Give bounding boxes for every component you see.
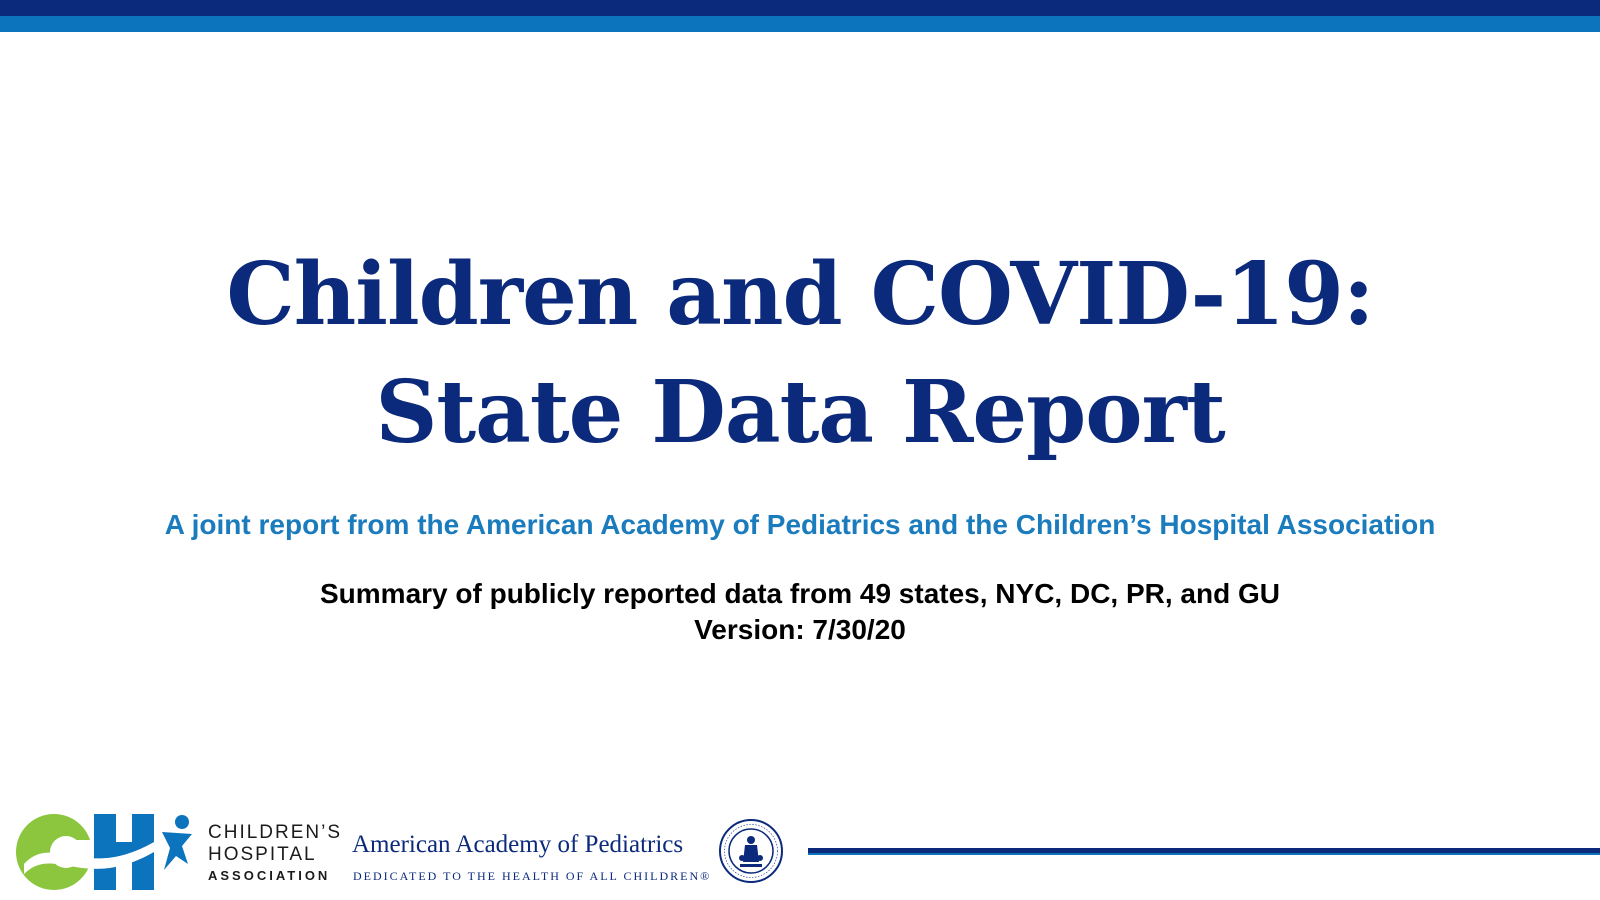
cha-line-2: HOSPITAL <box>208 844 317 865</box>
slide-title <box>0 236 1600 472</box>
aap-seal-icon <box>718 818 784 884</box>
top-banner-light <box>0 16 1600 32</box>
slide-subtitle: A joint report from the American Academy of Pediatrics and the Children’s Hospital Association <box>164 509 1436 540</box>
footer-rule-accent <box>808 853 1600 855</box>
summary-block <box>0 576 1600 648</box>
aap-tagline: DEDICATED TO THE HEALTH OF ALL CHILDREN® <box>353 869 712 883</box>
version-line: Version: 7/30/20 <box>694 614 906 645</box>
title-line-1: Children and COVID-19: <box>226 244 1374 345</box>
cha-wordmark <box>208 822 342 886</box>
cha-logo-icon <box>14 812 194 892</box>
title-line-2: State Data Report <box>375 362 1225 463</box>
cha-line-1: CHILDREN’S <box>208 822 343 843</box>
summary-line: Summary of publicly reported data from 49 states, NYC, DC, PR, and GU <box>320 578 1280 609</box>
aap-wordmark: American Academy of Pediatrics <box>352 831 684 858</box>
top-banner-dark <box>0 0 1600 16</box>
cha-line-3: ASSOCIATION <box>208 868 331 883</box>
